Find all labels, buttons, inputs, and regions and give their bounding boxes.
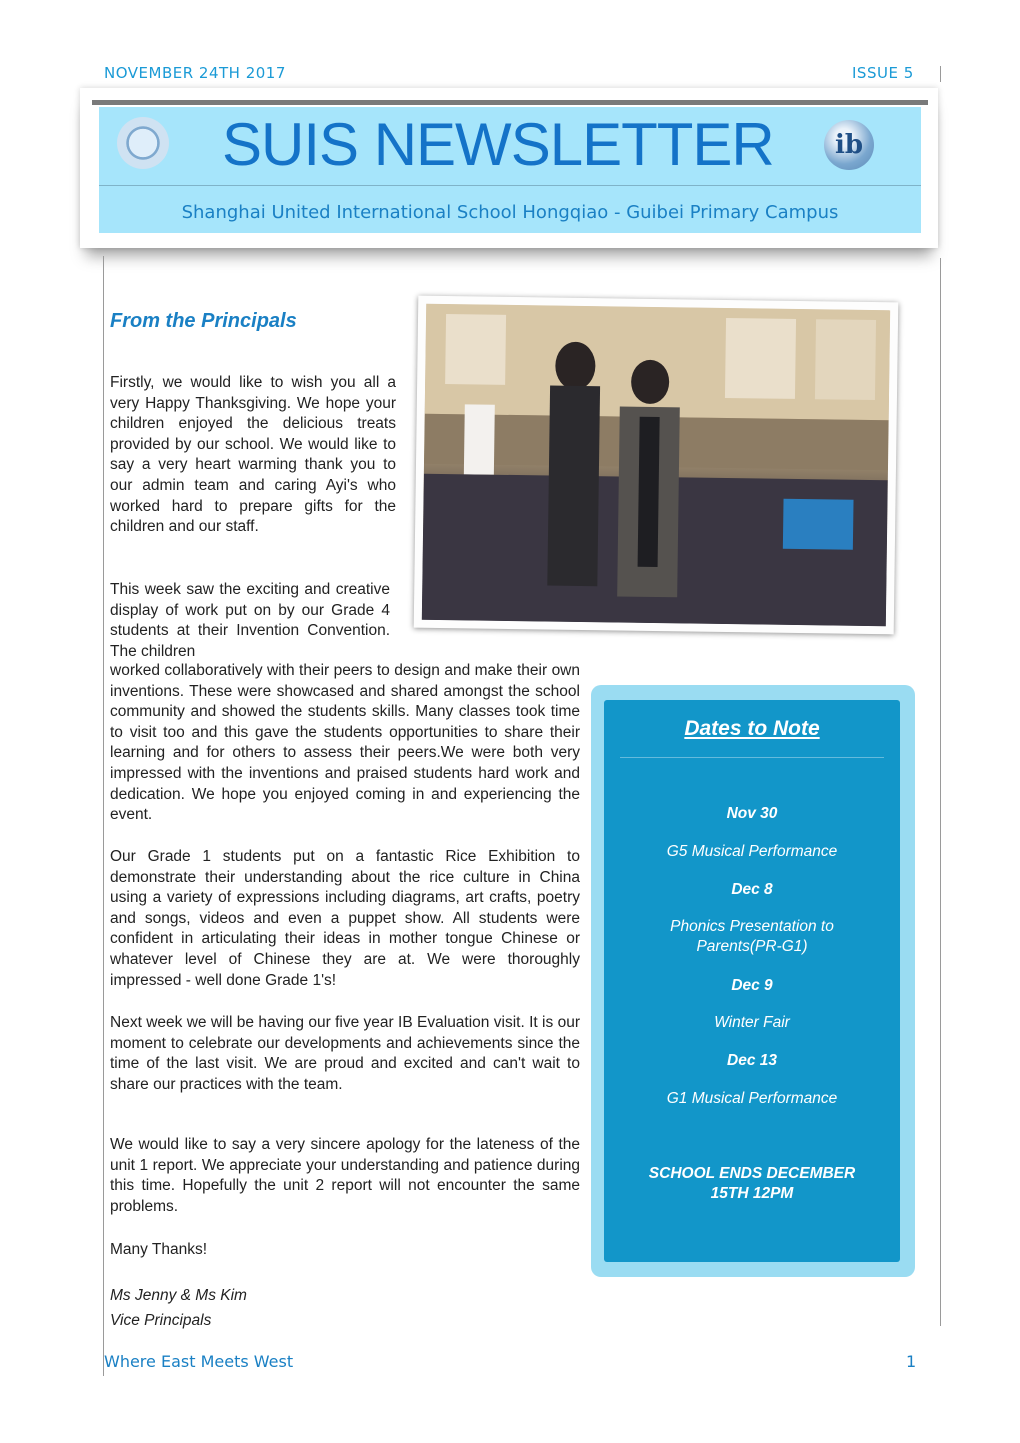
school-name: Shanghai United International School Hongqiao - Guibei Primary Campus: [181, 202, 839, 223]
banner-top-bar: [92, 100, 928, 105]
photo-scene: [422, 304, 890, 626]
event-g1-musical: G1 Musical Performance: [666, 1090, 838, 1107]
event-winter-fair: Winter Fair: [714, 1014, 790, 1031]
closing-thanks: Many Thanks!: [110, 1241, 208, 1258]
issue-date: NOVEMBER 24TH 2017: [104, 64, 286, 82]
dates-divider: [620, 757, 884, 758]
event-phonics-2: Parents(PR-G1): [696, 938, 808, 955]
section-heading: From the Principals: [110, 310, 297, 332]
right-margin-line: [940, 258, 941, 1326]
paragraph-ib-evaluation: Next week we will be having our five year IB Evaluation visit. It is our moment to celebrate our developments and achievements since the time of the last visit. We are proud and excited and can't wait to share our practices with the team.: [110, 1014, 580, 1093]
top-divider: [940, 66, 941, 82]
date-dec-8: Dec 8: [731, 881, 773, 898]
newsletter-title: SUIS NEWSLETTER: [222, 111, 774, 178]
event-phonics-1: Phonics Presentation to: [670, 918, 834, 935]
date-nov-30: Nov 30: [726, 805, 778, 822]
dates-heading: Dates to Note: [684, 717, 820, 740]
left-margin-line: [103, 256, 104, 1376]
date-dec-13: Dec 13: [727, 1052, 777, 1069]
paragraph-thanksgiving: Firstly, we would like to wish you all a very Happy Thanksgiving. We hope your children enjoyed the delicious treats provided by our school. We would like to say a very heart warming thank you to our admin team and caring Ayi's who worked hard to prepare gifts for the children and our staff.: [110, 374, 396, 536]
paragraph-apology: We would like to say a very sincere apology for the lateness of the unit 1 report. We appreciate your understanding and patience during this time. Hopefully the unit 2 report will not encounter the same problems.: [110, 1136, 580, 1215]
page-number: 1: [906, 1352, 917, 1371]
school-ends-2: 15TH 12PM: [710, 1185, 794, 1202]
signature-title: Vice Principals: [110, 1312, 212, 1329]
event-g5-musical: G5 Musical Performance: [666, 843, 838, 860]
principals-photo: [422, 304, 890, 626]
date-dec-9: Dec 9: [731, 977, 773, 994]
paragraph-invention-intro: This week saw the exciting and creative display of work put on by our Grade 4 students at their Invention Convention. The children: [110, 581, 390, 660]
ib-logo-icon: ib: [824, 120, 874, 170]
school-ends-1: SCHOOL ENDS DECEMBER: [648, 1165, 856, 1182]
banner-divider: [99, 185, 921, 186]
signature-names: Ms Jenny & Ms Kim: [110, 1287, 247, 1304]
paragraph-invention: worked collaboratively with their peers to design and make their own inventions. These were showcased and shared amongst the school community and showed the students skills. Many classes took time to visit too and this gave the students opportunities to share their learning and for others to assess their peers.We were both very impressed with the inventions and praised students hard work and dedication. We hope you enjoyed coming in and experiencing the event.: [110, 662, 580, 824]
issue-number: ISSUE 5: [852, 64, 914, 82]
principals-photo-frame: [414, 296, 899, 635]
school-seal-icon: [117, 117, 169, 169]
paragraph-rice-exhibition: Our Grade 1 students put on a fantastic Rice Exhibition to demonstrate their understanding about the rice culture in China using a variety of expressions including diagrams, art crafts, poetry and songs, videos and even a puppet show. All students were confident in articulating their ideas in mother tongue Chinese or whatever level of Chinese they are at. We were thoroughly impressed - well done Grade 1's!: [110, 848, 580, 989]
footer-tagline: Where East Meets West: [104, 1352, 294, 1371]
